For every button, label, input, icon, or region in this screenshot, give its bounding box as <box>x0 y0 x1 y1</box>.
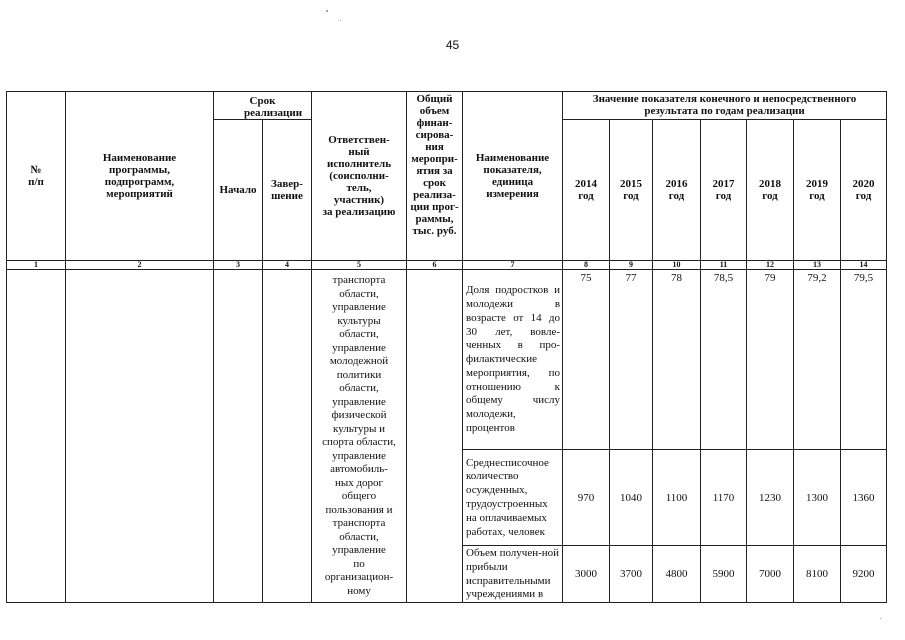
value-cell: 4800 <box>653 546 701 603</box>
scan-speck <box>880 618 881 619</box>
header-start: Начало <box>214 120 263 261</box>
page-number: 45 <box>445 38 460 52</box>
indicators-table <box>6 91 887 603</box>
value-cell: 5900 <box>701 546 747 603</box>
scan-speck <box>340 20 341 21</box>
row-end-cell <box>263 270 312 603</box>
row-num-cell <box>7 270 66 603</box>
header-term: Срок реализации <box>214 92 312 120</box>
value-cell: 3000 <box>563 546 610 603</box>
value-cell: 1170 <box>701 450 747 546</box>
value-cell: 7000 <box>747 546 794 603</box>
table-row <box>7 270 887 450</box>
header-responsible: Ответствен- ный исполнитель (соисполни- тель, участник) за реализацию <box>312 92 407 261</box>
column-number: 4 <box>263 261 312 270</box>
row-start-cell <box>214 270 263 603</box>
value-cell: 79 <box>747 270 794 450</box>
value-cell: 1300 <box>794 450 841 546</box>
value-cell: 8100 <box>794 546 841 603</box>
value-cell: 79,2 <box>794 270 841 450</box>
scan-speck <box>326 10 328 12</box>
column-number: 1 <box>7 261 66 270</box>
volume-cell <box>407 270 463 603</box>
header-name: Наименование программы, подпрограмм, мероприятий <box>66 92 214 261</box>
value-cell: 3700 <box>610 546 653 603</box>
header-num: № п/п <box>7 92 66 261</box>
value-cell: 9200 <box>841 546 887 603</box>
indicator-text: Объем получен-ной прибыли исправительными учреждениями в <box>466 547 560 601</box>
column-number: 10 <box>653 261 701 270</box>
header-year: 2016 год <box>653 120 701 261</box>
header-volume: Общий объем финан- сирова- ния меропри- ятия за срок реализа- ции прог- раммы, тыс. руб. <box>407 92 463 261</box>
value-cell: 970 <box>563 450 610 546</box>
header-values: Значение показателя конечного и непосредственного результата по годам реализации <box>563 92 887 120</box>
value-cell: 1100 <box>653 450 701 546</box>
column-number: 3 <box>214 261 263 270</box>
value-cell: 75 <box>563 270 610 450</box>
column-number: 7 <box>463 261 563 270</box>
value-cell: 1230 <box>747 450 794 546</box>
column-number: 13 <box>794 261 841 270</box>
row-name-cell <box>66 270 214 603</box>
header-year: 2017 год <box>701 120 747 261</box>
indicator-cell <box>463 270 563 450</box>
header-year: 2014 год <box>563 120 610 261</box>
column-number: 11 <box>701 261 747 270</box>
indicator-text: Доля подростков и молодежи в возрасте от 14 до 30 лет, вовле-ченных в про-филактические мероприятия, по отношению к общему числу молодежи, процентов <box>466 284 561 435</box>
indicator-text: Среднесписочное количество осужденных, трудоустроенных на оплачиваемых работах, человек <box>466 456 549 538</box>
indicator-cell <box>463 450 563 546</box>
column-number: 8 <box>563 261 610 270</box>
column-number: 2 <box>66 261 214 270</box>
value-cell: 79,5 <box>841 270 887 450</box>
value-cell: 78 <box>653 270 701 450</box>
value-cell: 1360 <box>841 450 887 546</box>
column-number: 6 <box>407 261 463 270</box>
column-numbers-row <box>7 261 887 270</box>
responsible-text: транспорта области, управление культуры области, управление молодежной политики области, управление физической культуры и спорта области, управление автомобиль- ных дорог общего пользования и транспорта области, управление по организацион- ному <box>322 274 396 597</box>
header-year: 2018 год <box>747 120 794 261</box>
column-number: 14 <box>841 261 887 270</box>
value-cell: 1040 <box>610 450 653 546</box>
header-indicator: Наименование показателя, единица измерения <box>463 92 563 261</box>
header-year: 2015 год <box>610 120 653 261</box>
header-year: 2020 год <box>841 120 887 261</box>
column-number: 9 <box>610 261 653 270</box>
column-number: 5 <box>312 261 407 270</box>
indicator-cell <box>463 546 563 603</box>
column-number: 12 <box>747 261 794 270</box>
value-cell: 77 <box>610 270 653 450</box>
header-end: Завер- шение <box>263 120 312 261</box>
value-cell: 78,5 <box>701 270 747 450</box>
responsible-cell <box>312 270 407 603</box>
header-year: 2019 год <box>794 120 841 261</box>
